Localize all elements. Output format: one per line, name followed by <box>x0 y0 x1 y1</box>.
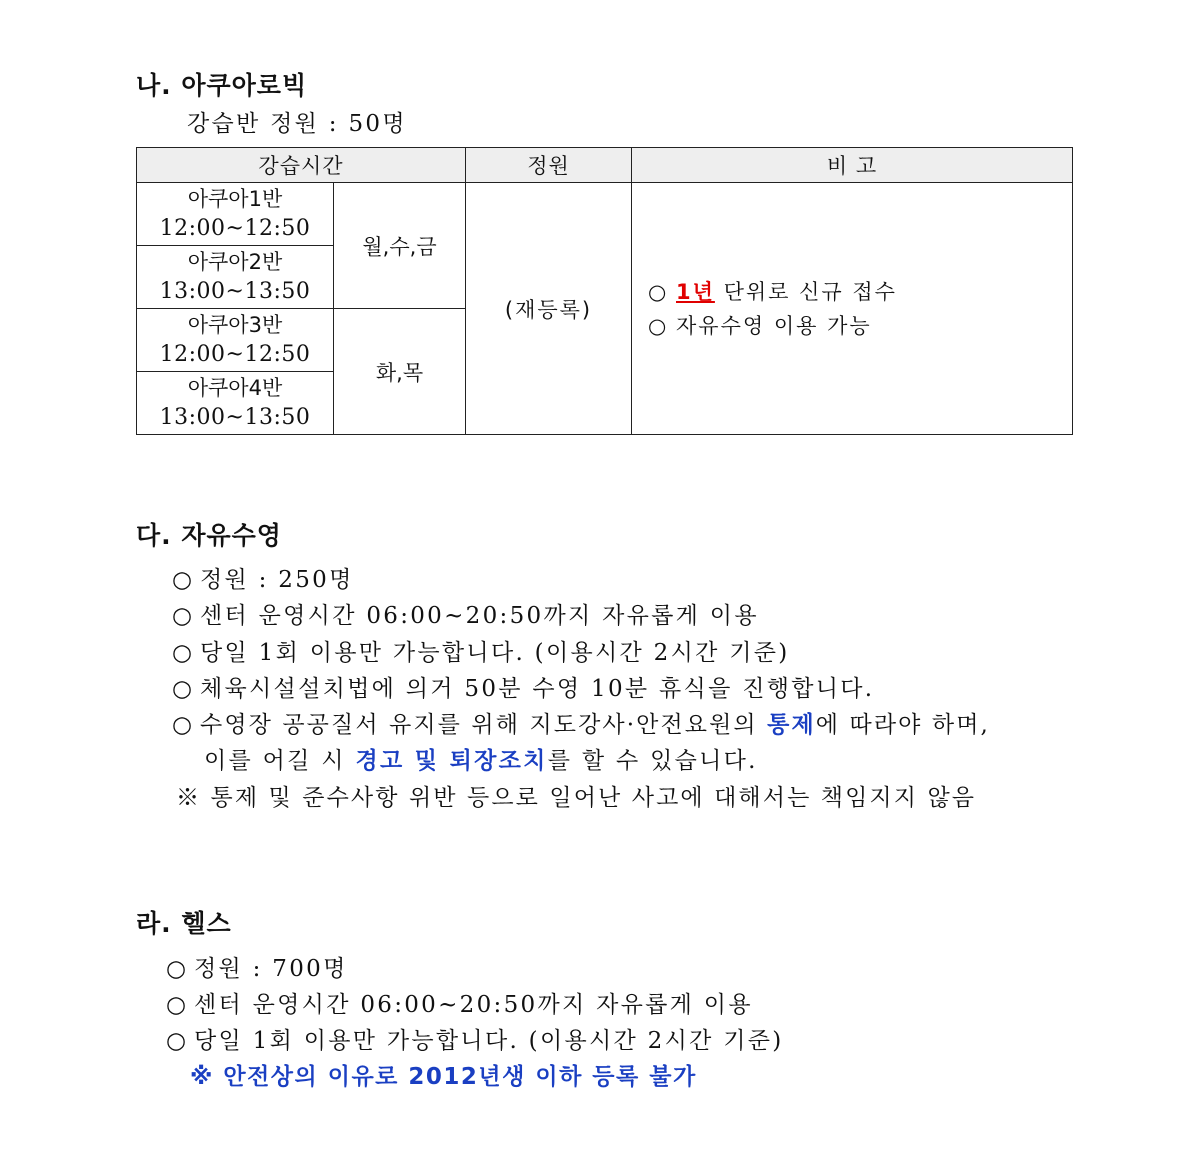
bullet: ○ <box>166 956 189 982</box>
bullet: ○ <box>166 992 189 1018</box>
bullet: ○ <box>166 1028 189 1054</box>
class-cell <box>137 183 334 246</box>
list-item <box>172 706 990 739</box>
highlight-control: 통제 <box>767 712 816 738</box>
note-line <box>648 309 1072 343</box>
class-time: 13:00~13:50 <box>159 405 311 430</box>
item-text: 체육시설설치법에 의거 50분 수영 10분 휴식을 진행합니다. <box>200 676 875 702</box>
header-class-time: 강습시간 <box>137 148 466 183</box>
list-item <box>166 950 348 983</box>
item-text: 이를 어길 시 <box>204 748 356 774</box>
note-text: 단위로 신규 접수 <box>714 279 897 304</box>
item-text: 에 따라야 하며, <box>815 712 990 738</box>
item-text: 센터 운영시간 06:00~20:50까지 자유롭게 이용 <box>194 992 753 1018</box>
note-line <box>648 275 1072 309</box>
class-days: 화,목 <box>334 309 466 435</box>
class-capacity-line: 강습반 정원 : 50명 <box>187 111 407 137</box>
class-days: 월,수,금 <box>334 183 466 309</box>
bullet: ○ <box>172 676 195 702</box>
bullet: ○ <box>172 567 195 593</box>
bullet: ○ <box>172 640 195 666</box>
class-cell <box>137 246 334 309</box>
class-name: 아쿠아2반 <box>187 250 283 274</box>
class-time: 12:00~12:50 <box>159 216 311 241</box>
free-swim-note: ※ 통제 및 준수사항 위반 등으로 일어난 사고에 대해서는 책임지지 않음 <box>176 785 977 811</box>
bullet: ○ <box>172 603 195 629</box>
section-gym-heading: 라. 헬스 <box>136 909 232 938</box>
highlight-one-year: 1년 <box>676 279 715 304</box>
class-time: 12:00~12:50 <box>159 342 311 367</box>
list-item <box>172 634 790 667</box>
class-name: 아쿠아1반 <box>187 187 283 211</box>
section-free-swim-heading: 다. 자유수영 <box>136 521 282 550</box>
class-cell <box>137 372 334 435</box>
section-aquarobics-heading: 나. 아쿠아로빅 <box>136 71 308 100</box>
list-item <box>166 986 753 1019</box>
gym-note: ※ 안전상의 이유로 2012년생 이하 등록 불가 <box>190 1064 697 1090</box>
list-item-continuation <box>204 742 758 775</box>
bullet: ○ <box>648 313 669 338</box>
header-notes: 비 고 <box>632 148 1073 183</box>
class-time: 13:00~13:50 <box>159 279 311 304</box>
list-item <box>172 561 354 594</box>
list-item <box>166 1022 784 1055</box>
list-item <box>172 597 759 630</box>
list-item <box>172 670 874 703</box>
class-name: 아쿠아3반 <box>187 313 283 337</box>
item-text: 당일 1회 이용만 가능합니다. (이용시간 2시간 기준) <box>200 640 790 666</box>
bullet: ○ <box>172 712 195 738</box>
item-text: 당일 1회 이용만 가능합니다. (이용시간 2시간 기준) <box>194 1028 784 1054</box>
item-text: 정원 : 250명 <box>200 567 354 593</box>
class-name: 아쿠아4반 <box>187 376 283 400</box>
item-text: 정원 : 700명 <box>194 956 348 982</box>
note-text: 자유수영 이용 가능 <box>676 313 872 338</box>
item-text: 센터 운영시간 06:00~20:50까지 자유롭게 이용 <box>200 603 759 629</box>
aquarobics-schedule-table <box>136 147 1073 435</box>
capacity-value: (재등록) <box>466 183 632 435</box>
notes-cell <box>632 183 1073 435</box>
highlight-warning-expulsion: 경고 및 퇴장조치 <box>355 748 548 774</box>
bullet: ○ <box>648 279 669 304</box>
header-capacity: 정원 <box>466 148 632 183</box>
class-cell <box>137 309 334 372</box>
item-text: 수영장 공공질서 유지를 위해 지도강사·안전요원의 <box>200 712 768 738</box>
item-text: 를 할 수 있습니다. <box>547 748 758 774</box>
